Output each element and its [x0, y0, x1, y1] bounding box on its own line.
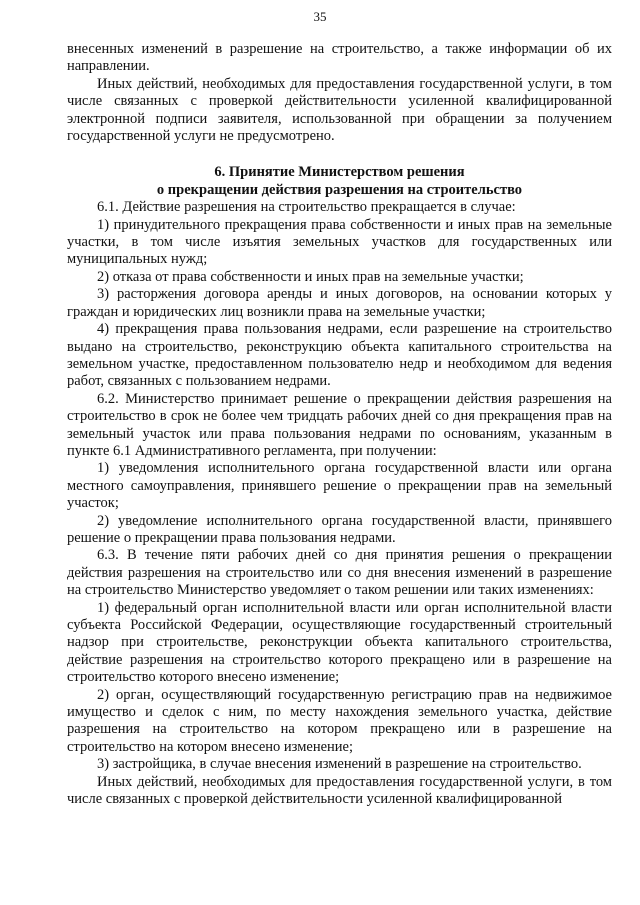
clause-6-2: 6.2. Министерство принимает решение о прекращении действия разрешения на строительство в срок не более чем тридцать рабочих дней со дня прекращения прав на земельный участок или права пользования недрами по основаниям, указанным в пункте 6.1 Административного регламента, при получении:: [67, 390, 612, 459]
list-item-6-3-1: 1) федеральный орган исполнительной власти или орган исполнительной власти субъекта Российской Федерации, осуществляющие государственный строительный надзор при строительстве, реконструкции объекта капитального строительства, действие разрешения на строительство которого прекращено или в разрешение на строительство которого внесено изменение;: [67, 599, 612, 686]
document-body: [67, 41, 612, 808]
clause-6-1: 6.1. Действие разрешения на строительство прекращается в случае:: [97, 199, 516, 216]
paragraph-continuation: внесенных изменений в разрешение на строительство, а также информации об их направлении.: [67, 41, 612, 75]
list-item-6-3-3: 3) застройщика, в случае внесения изменений в разрешение на строительство.: [97, 756, 582, 773]
clause-6-3: 6.3. В течение пяти рабочих дней со дня принятия решения о прекращении действия разрешения на строительство или со дня внесения изменений в разрешение на строительство Министерство уведомляет о таком решении или таких изменениях:: [67, 547, 612, 599]
list-item-6-1-3: 3) расторжения договора аренды и иных договоров, на основании которых у граждан и юридических лиц возникли права на земельные участки;: [67, 286, 612, 320]
list-item-6-2-1: 1) уведомления исполнительного органа государственной власти или органа местного самоуправления, принявшего решение о прекращении прав на земельный участок;: [67, 460, 612, 512]
section-heading: [67, 164, 612, 199]
list-item-6-1-1: 1) принудительного прекращения права собственности и иных прав на земельные участки, в том числе изъятия земельных участков для государственных или муниципальных нужд;: [67, 216, 612, 268]
section-title-line-2: о прекращении действия разрешения на строительство: [156, 181, 523, 198]
page-number: 35: [313, 9, 327, 24]
list-item-6-2-2: 2) уведомление исполнительного органа государственной власти, принявшего решение о прекращении права пользования недрами.: [67, 512, 612, 546]
list-item-6-1-4: 4) прекращения права пользования недрами, если разрешение на строительство выдано на строительство, реконструкцию объекта капитального строительства на земельном участке, предоставленном пользователю недр и необходимом для ведения работ, связанных с пользованием недрами.: [67, 321, 612, 390]
list-item-6-3-2: 2) орган, осуществляющий государственную регистрацию прав на недвижимое имущество и сделок с ним, по месту нахождения земельного участка, действие разрешения на строительство на котором прекращено или в разрешение на строительство на котором внесено изменение;: [67, 686, 612, 755]
list-item-6-1-2: 2) отказа от права собственности и иных прав на земельные участки;: [97, 268, 524, 285]
section-title-line-1: 6. Принятие Министерством решения: [214, 164, 465, 181]
paragraph: Иных действий, необходимых для предоставления государственной услуги, в том числе связанных с проверкой действительности усиленной квалифицированной электронной подписи заявителя, использованной при обращении за получением государственной услуги не предусмотрено.: [67, 75, 612, 145]
paragraph: Иных действий, необходимых для предоставления государственной услуги, в том числе связанных с проверкой действительности усиленной квалифицированной: [67, 773, 612, 808]
